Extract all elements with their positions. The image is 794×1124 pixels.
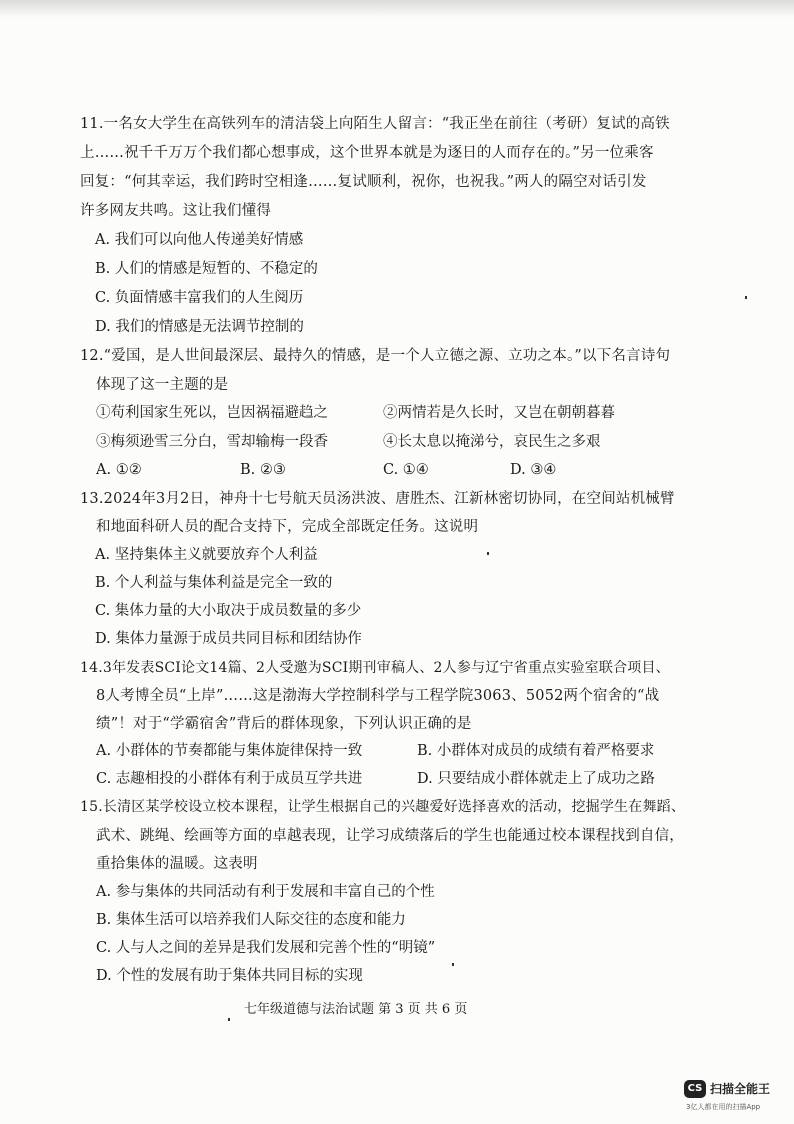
q14-line-2: 8人考博全员“上岸”……这是渤海大学控制科学与工程学院3063、5052两个宿舍的“战 bbox=[96, 688, 660, 704]
q14-option-a: A. 小群体的节奏都能与集体旋律保持一致 bbox=[96, 743, 363, 759]
q12-option-d: D. ③④ bbox=[510, 462, 557, 478]
scan-speck bbox=[487, 552, 489, 555]
q15-option-d: D. 个性的发展有助于集体共同目标的实现 bbox=[96, 968, 363, 984]
camscanner-logo-icon: CS bbox=[684, 1080, 706, 1098]
q15-line-3: 重拾集体的温暖。这表明 bbox=[96, 856, 258, 872]
scan-top-edge bbox=[0, 0, 794, 18]
q14-option-c: C. 志趣相投的小群体有利于成员互学共进 bbox=[96, 771, 363, 787]
q11-option-b: B. 人们的情感是短暂的、不稳定的 bbox=[95, 261, 318, 277]
scan-speck bbox=[745, 296, 747, 299]
q11-line-3: 回复：“何其幸运，我们跨时空相逢……复试顺利，祝你，也祝我。”两人的隔空对话引发 bbox=[80, 174, 647, 190]
q12-item-3: ③梅须逊雪三分白，雪却输梅一段香 bbox=[96, 434, 328, 450]
q13-option-c: C. 集体力量的大小取决于成员数量的多少 bbox=[95, 603, 362, 619]
q14-option-d: D. 只要结成小群体就走上了成功之路 bbox=[417, 771, 655, 787]
q11-line-2: 上……祝千千万万个我们都心想事成，这个世界本就是为逐日的人而存在的。”另一位乘客 bbox=[80, 145, 654, 161]
q13-option-a: A. 坚持集体主义就要放弃个人利益 bbox=[95, 547, 318, 563]
q11-line-4: 许多网友共鸣。这让我们懂得 bbox=[80, 203, 272, 219]
q15-line-2: 武术、跳绳、绘画等方面的卓越表现，让学习成绩落后的学生也能通过校本课程找到自信， bbox=[96, 828, 684, 844]
q11-option-c: C. 负面情感丰富我们的人生阅历 bbox=[95, 290, 304, 306]
q15-line-1: 15.长清区某学校设立校本课程，让学生根据自己的兴趣爱好选择喜欢的活动，挖掘学生在舞蹈、 bbox=[80, 799, 686, 815]
q15-option-a: A. 参与集体的共同活动有利于发展和丰富自己的个性 bbox=[96, 884, 435, 900]
q11-line-1: 11.一名女大学生在高铁列车的清洁袋上向陌生人留言：“我正坐在前往（考研）复试的高铁 bbox=[80, 116, 670, 132]
scanner-watermark bbox=[684, 1078, 784, 1118]
q11-option-d: D. 我们的情感是无法调节控制的 bbox=[95, 319, 304, 335]
page-footer: 七年级道德与法治试题 第 3 页 共 6 页 bbox=[244, 1002, 468, 1017]
q12-option-b: B. ②③ bbox=[240, 462, 286, 478]
q12-item-1: ①苟利国家生死以，岂因祸福避趋之 bbox=[96, 405, 328, 421]
q11-option-a: A. 我们可以向他人传递美好情感 bbox=[95, 232, 304, 248]
q13-line-2: 和地面科研人员的配合支持下，完成全部既定任务。这说明 bbox=[96, 519, 479, 535]
q14-line-3: 绩”！对于“学霸宿舍”背后的群体现象，下列认识正确的是 bbox=[96, 716, 472, 732]
q12-option-c: C. ①④ bbox=[383, 462, 429, 478]
q14-option-b: B. 小群体对成员的成绩有着严格要求 bbox=[417, 743, 655, 759]
q12-line-1: 12.“爱国，是人世间最深层、最持久的情感，是一个人立德之源、立功之本。”以下名言诗句 bbox=[80, 348, 671, 364]
watermark-subtitle: 3亿人都在用的扫描App bbox=[686, 1103, 761, 1111]
q15-option-c: C. 人与人之间的差异是我们发展和完善个性的“明镜” bbox=[96, 940, 436, 956]
q14-line-1: 14.3年发表SCI论文14篇、2人受邀为SCI期刊审稿人、2人参与辽宁省重点实验室联合项目、 bbox=[80, 660, 670, 676]
q12-option-a: A. ①② bbox=[96, 462, 142, 478]
q13-line-1: 13.2024年3月2日，神舟十七号航天员汤洪波、唐胜杰、江新林密切协同，在空间站机械臂 bbox=[80, 491, 675, 507]
scan-speck bbox=[228, 1018, 230, 1021]
q13-option-b: B. 个人利益与集体利益是完全一致的 bbox=[95, 575, 333, 591]
q15-option-b: B. 集体生活可以培养我们人际交往的态度和能力 bbox=[96, 912, 406, 928]
scan-speck bbox=[452, 963, 454, 966]
q12-item-2: ②两情若是久长时，又岂在朝朝暮暮 bbox=[383, 405, 615, 421]
watermark-title: 扫描全能王 bbox=[710, 1082, 771, 1096]
q13-option-d: D. 集体力量源于成员共同目标和团结协作 bbox=[95, 631, 362, 647]
q12-item-4: ④长太息以掩涕兮，哀民生之多艰 bbox=[383, 434, 601, 450]
q12-line-2: 体现了这一主题的是 bbox=[96, 377, 229, 393]
